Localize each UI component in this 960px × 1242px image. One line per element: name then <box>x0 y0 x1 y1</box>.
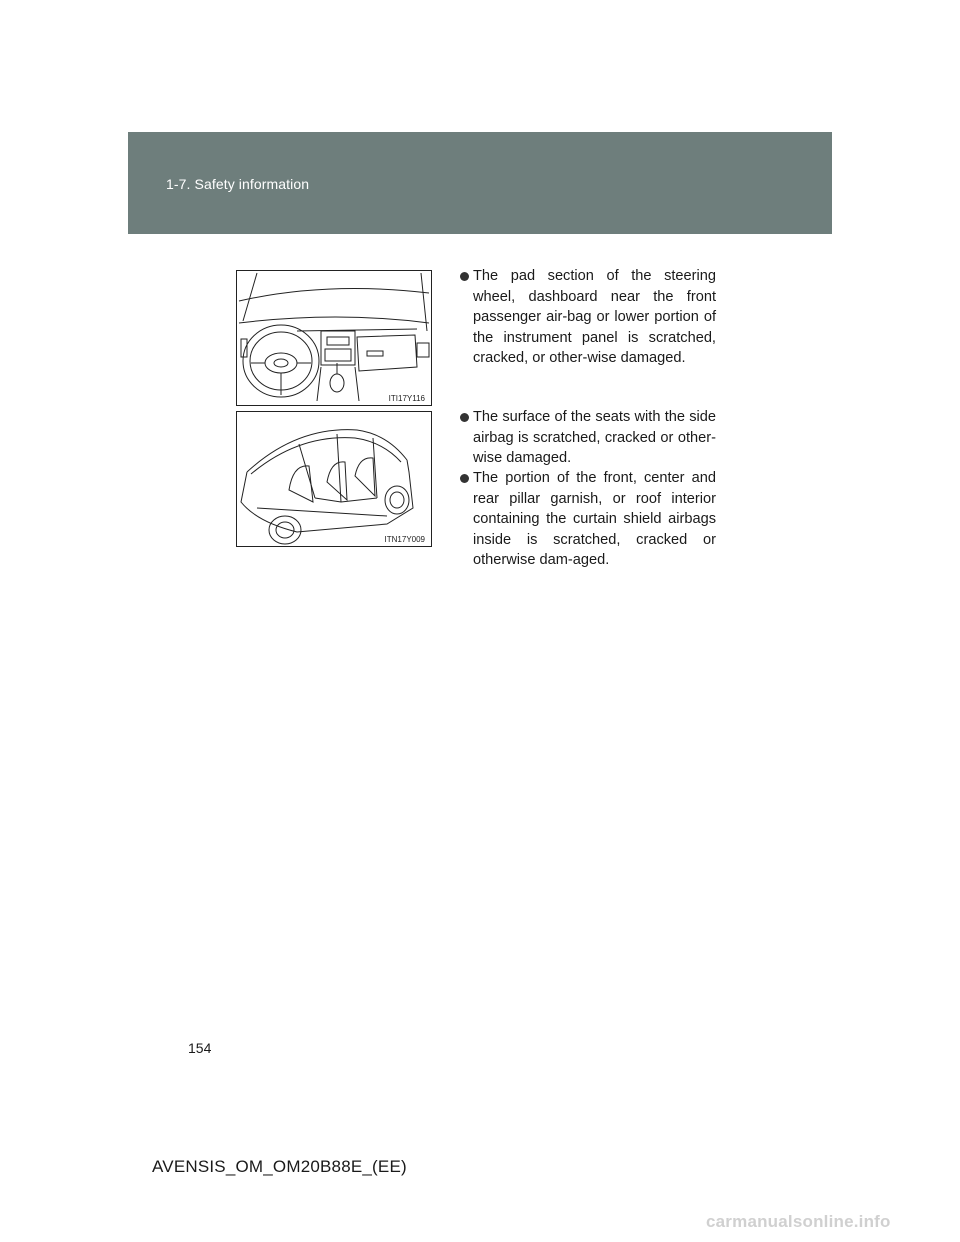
figure-code: ITN17Y009 <box>384 535 425 544</box>
car-airbag-figure <box>236 411 432 547</box>
section-title: 1-7. Safety information <box>166 176 310 192</box>
section-header-bar <box>128 132 832 234</box>
document-code: AVENSIS_OM_OM20B88E_(EE) <box>152 1157 407 1176</box>
bullet-item <box>458 266 716 369</box>
page-number: 154 <box>188 1040 212 1056</box>
bullet-text: The portion of the front, center and rear pillar garnish, or roof interior containing the curtain shield airbags inside is scratched, cracked or otherwise dam-aged. <box>473 470 716 568</box>
bullet-item <box>458 407 716 469</box>
figure-code: ITI17Y116 <box>388 394 425 403</box>
dashboard-illustration-icon <box>237 271 431 405</box>
dashboard-figure <box>236 270 432 406</box>
bullet-item <box>458 468 716 571</box>
watermark: carmanualsonline.info <box>706 1212 891 1231</box>
bullet-icon <box>460 474 469 483</box>
bullet-icon <box>460 413 469 422</box>
car-side-airbag-illustration-icon <box>237 412 431 546</box>
bullet-text: The pad section of the steering wheel, dashboard near the front passenger air-bag or lower portion of the instrument panel is scratched, cracked, or other-wise damaged. <box>473 268 716 366</box>
bullet-text: The surface of the seats with the side airbag is scratched, cracked or other-wise damaged. <box>473 409 716 466</box>
bullet-icon <box>460 272 469 281</box>
